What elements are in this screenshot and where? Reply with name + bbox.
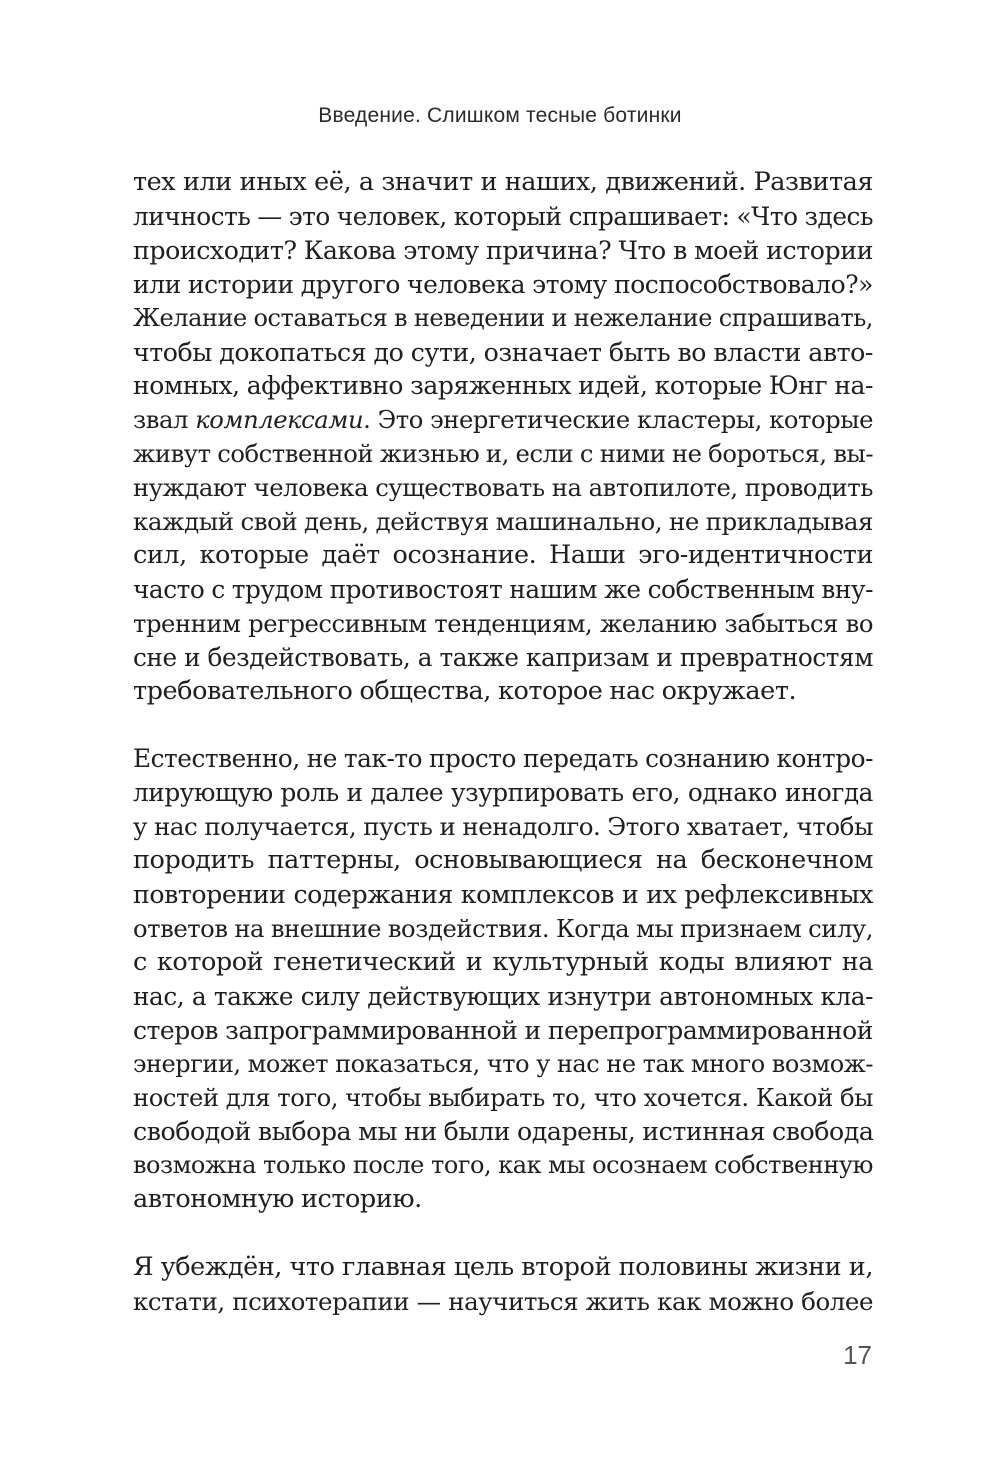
text-line: тех или иных её, а значит и наших, движений. Развитая [133, 167, 873, 197]
text-line: автономную историю. [133, 1184, 422, 1215]
text-line: живут собственной жизнью и, если с ними не бороться, вы- [133, 439, 874, 469]
text-line: Естественно, не так-то просто передать сознанию контро- [133, 744, 873, 774]
text-line: у нас получается, пусть и ненадолго. Этого хватает, чтобы [133, 812, 873, 842]
text-line-with-emphasis [133, 403, 873, 437]
text-line: энергии, может показаться, что у нас не так много возмож- [133, 1049, 873, 1078]
paragraph-3 [133, 1251, 873, 1319]
text-line: нуждают человека существовать на автопилоте, проводить [133, 473, 873, 503]
paragraph-2 [133, 742, 873, 1217]
page-number: 17 [843, 1340, 872, 1370]
text-line: свободой выбора мы ни были одарены, истинная свобода [133, 1117, 874, 1147]
text-line: тренним регрессивным тенденциям, желанию забыться во [133, 608, 873, 638]
text-line: сил, которые даёт осознание. Наши эго-идентичности [133, 539, 873, 570]
text-line: Желание оставаться в неведении и нежелание спрашивать, [133, 303, 873, 332]
text-line: номных, аффективно заряженных идей, которые Юнг на- [133, 371, 873, 401]
paragraph-1 [133, 166, 873, 709]
text-line: лирующую роль и далее узурпировать его, однако иногда [133, 778, 873, 808]
text-line: стеров запрограммированной и перепрограммированной [133, 1015, 873, 1045]
text-line: происходит? Какова этому причина? Что в моей истории [133, 235, 873, 265]
text-line: ответов на внешние воздействия. Когда мы признаем силу, [133, 913, 873, 943]
text-line: нас, а также силу действующих изнутри автономных кла- [133, 981, 873, 1011]
emphasized-term: комплексами [195, 405, 364, 435]
text-line: Я убеждён, что главная цель второй половины жизни и, [133, 1251, 873, 1282]
text-line: или истории другого человека этому поспособствовало?» [133, 269, 873, 299]
text-line: с которой генетический и культурный коды влияют на [133, 946, 873, 977]
text-fragment: звал [133, 405, 196, 435]
body-text [133, 166, 873, 1319]
text-line: часто с трудом противостоят нашим же собственным вну- [133, 574, 873, 604]
text-fragment: . Это энергетические кластеры, которые [363, 405, 873, 435]
text-line: личность — это человек, который спрашивает: «Что здесь [133, 201, 873, 231]
text-line: требовательного общества, которое нас окружает. [133, 675, 797, 706]
text-line: возможна только после того, как мы осознаем собственную [133, 1151, 873, 1180]
text-line: чтобы докопаться до сути, означает быть во власти авто- [133, 337, 873, 367]
text-line: повторении содержания комплексов и их рефлексивных [133, 880, 873, 910]
text-line: ностей для того, чтобы выбирать то, что хочется. Какой бы [133, 1083, 873, 1113]
text-line: каждый свой день, действуя машинально, не прикладывая [133, 507, 873, 537]
text-line: кстати, психотерапии — научиться жить как можно более [133, 1286, 873, 1316]
text-line: сне и бездействовать, а также капризам и превратностям [133, 642, 873, 672]
running-header: Введение. Слишком тесные ботинки [318, 104, 682, 127]
text-line: породить паттерны, основывающиеся на бесконечном [133, 845, 873, 876]
